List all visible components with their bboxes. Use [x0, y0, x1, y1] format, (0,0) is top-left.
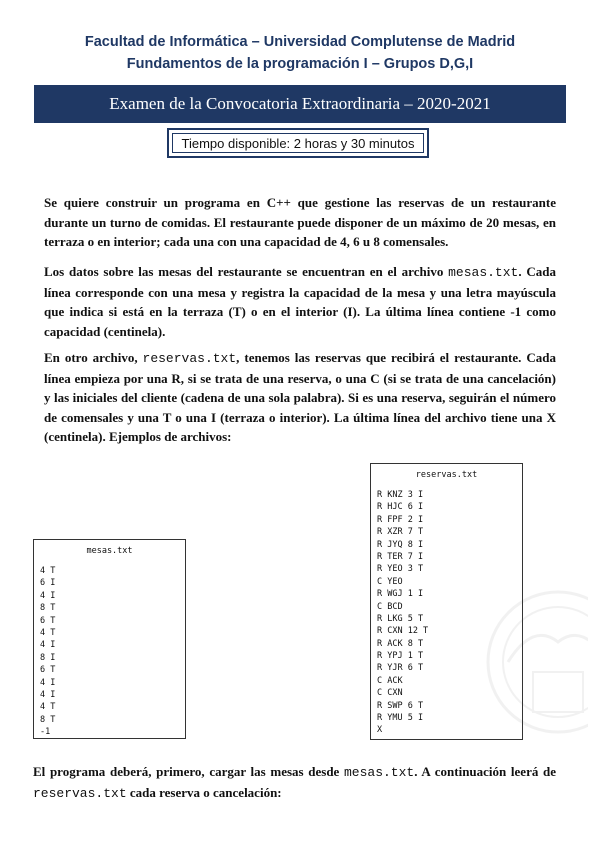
file-line: 4 I [40, 677, 56, 688]
paragraph-mesas [44, 262, 556, 341]
file-line: R YJR 6 T [377, 663, 424, 674]
paragraph-program [33, 762, 556, 803]
file-line: 4 I [40, 590, 56, 601]
time-label: Tiempo disponible: 2 horas y 30 minutos [172, 133, 424, 153]
file-line: R WGJ 1 I [377, 589, 424, 600]
file-line: X [377, 725, 383, 736]
file-line: R FPF 2 I [377, 514, 424, 525]
file-line: R XZR 7 T [377, 527, 424, 538]
file-line: 6 T [40, 665, 56, 676]
p4-text-a: El programa deberá, primero, cargar las mesas desde [33, 764, 344, 779]
file-line: R TER 7 I [377, 551, 424, 562]
paragraph-reservas [44, 348, 556, 447]
file-line: 4 I [40, 689, 56, 700]
mesas-file-title: mesas.txt [86, 546, 133, 556]
file-line: C CXN [377, 688, 403, 699]
p3-filename: reservas.txt [142, 351, 237, 366]
file-line: C YEO [377, 576, 403, 587]
university-seal-watermark [478, 582, 588, 762]
file-line: R YEO 3 T [377, 564, 424, 575]
file-line: 4 T [40, 702, 56, 713]
p4-text-c: cada reserva o cancelación: [126, 784, 282, 800]
file-line: R HJC 6 I [377, 502, 424, 513]
file-line: -1 [40, 727, 51, 738]
p4-filename-mesas: mesas.txt [344, 765, 415, 780]
p4-text-b: . A continuación leerá de [414, 764, 557, 779]
exam-title: Examen de la Convocatoria Extraordinaria – 2020-2021 [109, 94, 491, 113]
paragraph-intro: Se quiere construir un programa en C++ que gestione las reservas de un restaurante durante un turno de comidas. El restaurante puede disponer de un máximo de 20 mesas, en terraza o en interior; cada una con una capacidad de 4, 6 u 8 comensales. [44, 195, 556, 249]
file-line: C ACK [377, 675, 403, 686]
file-line: 6 I [40, 578, 56, 589]
exam-banner [34, 85, 566, 123]
p4-filename-reservas: reservas.txt [33, 785, 127, 801]
p2-filename: mesas.txt [448, 265, 519, 280]
time-box [167, 128, 429, 158]
p3-text-a: En otro archivo, [44, 350, 143, 365]
file-line: R SWP 6 T [377, 700, 424, 711]
file-line: R ACK 8 T [377, 638, 424, 649]
file-line: 4 T [40, 627, 56, 638]
file-line: 4 T [40, 566, 56, 576]
faculty-title: Facultad de Informática – Universidad Complutense de Madrid [84, 34, 516, 50]
file-line: 6 T [40, 615, 56, 626]
file-line: R KNZ 3 I [377, 490, 424, 500]
file-line: 4 I [40, 640, 56, 651]
file-line: 8 I [40, 652, 56, 663]
file-line: R YMU 5 I [377, 713, 424, 724]
file-line: C BCD [377, 601, 403, 612]
file-line: R CXN 12 T [377, 626, 429, 637]
file-line: R JYQ 8 I [377, 539, 424, 550]
course-title: Fundamentos de la programación I – Grupos D,G,I [126, 56, 474, 72]
file-line: R LKG 5 T [377, 613, 424, 624]
mesas-file-lines [34, 565, 185, 738]
file-line: R YPJ 1 T [377, 651, 424, 662]
reservas-file-title: reservas.txt [415, 470, 478, 480]
mesas-file-example [33, 539, 186, 739]
file-line: 8 T [40, 603, 56, 614]
p2-text-b: . Cada línea corresponde con una mesa y registra la capacidad de la mesa y una letra mayúscula que indica si está en la terraza (T) o en el interior (I). La última línea contiene -1 como capacidad (centinela). [44, 264, 557, 339]
p3-text-b: , tenemos las reservas que recibirá el restaurante. Cada línea empieza por una R, si se trata de una reserva, o una C (si se trata de una cancelación) y las iniciales del cliente (cadena de una sola palabra). Si es una reserva, seguirán el número de comensales y una T o una I (terraza o interior). La última línea del archivo tiene una X (centinela). Ejemplos de archivos: [44, 350, 556, 444]
file-line: 8 T [40, 714, 56, 725]
p2-text-a: Los datos sobre las mesas del restaurante se encuentran en el archivo [44, 264, 449, 279]
